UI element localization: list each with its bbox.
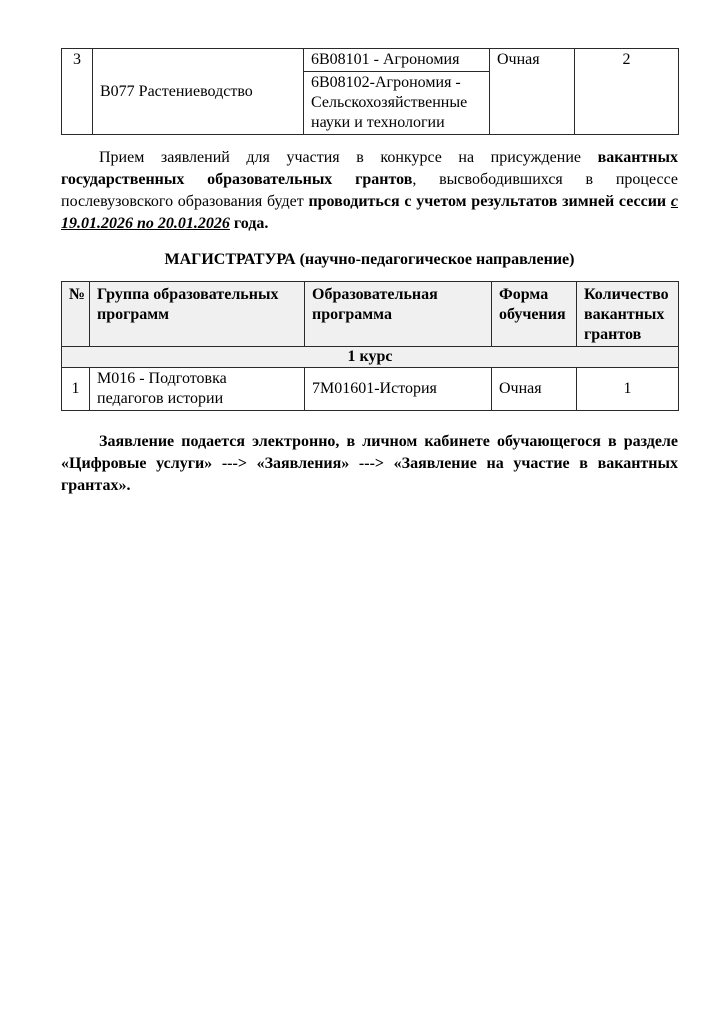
intro-paragraph bbox=[61, 147, 678, 235]
session-dates: с 19.01.2026 по 20.01.2026 bbox=[61, 193, 678, 232]
page-content bbox=[61, 48, 678, 497]
section-heading: МАГИСТРАТУРА (научно-педагогическое направление) bbox=[164, 251, 575, 268]
cell-row-number: 1 bbox=[62, 368, 90, 411]
cell-grant-count: 2 bbox=[575, 49, 679, 135]
intro-text-normal-2: , высвободившихся в процессе послевузовского образования будет bbox=[61, 171, 678, 210]
course-section-row bbox=[62, 347, 679, 368]
closing-paragraph: Заявление подается электронно, в личном кабинете обучающегося в разделе «Цифровые услуги» ---> «Заявления» ---> «Заявление на участие в вакантных грантах». bbox=[61, 433, 678, 494]
cell-study-form: Очная bbox=[492, 368, 577, 411]
cell-ed-program-2: 6В08102-Агрономия - Сельскохозяйственные науки и технологии bbox=[304, 72, 490, 135]
header-number: № bbox=[62, 282, 90, 347]
header-study-form: Форма обучения bbox=[492, 282, 577, 347]
cell-grant-count: 1 bbox=[577, 368, 679, 411]
intro-text-tail: года. bbox=[229, 215, 269, 232]
cell-ed-program: 7М01601-История bbox=[305, 368, 492, 411]
cell-program-group: М016 - Подготовка педагогов истории bbox=[90, 368, 305, 411]
header-ed-program: Образовательная программа bbox=[305, 282, 492, 347]
course-section-label: 1 курс bbox=[62, 347, 679, 368]
cell-study-form: Очная bbox=[490, 49, 575, 135]
intro-text-bold-1: вакантных государственных образовательных грантов bbox=[61, 149, 678, 188]
table-row bbox=[62, 368, 679, 411]
magistracy-table bbox=[61, 281, 679, 411]
intro-text-bold-2: проводиться с учетом результатов зимней сессии bbox=[308, 193, 671, 210]
cell-program-group: В077 Растениеводство bbox=[93, 49, 304, 135]
table-row bbox=[62, 49, 679, 72]
header-program-group: Группа образовательных программ bbox=[90, 282, 305, 347]
cell-ed-program-1: 6В08101 - Агрономия bbox=[304, 49, 490, 72]
header-grant-count: Количество вакантных грантов bbox=[577, 282, 679, 347]
cell-row-number: 3 bbox=[62, 49, 93, 135]
table-header-row bbox=[62, 282, 679, 347]
intro-text-normal-1: Прием заявлений для участия в конкурсе на присуждение bbox=[99, 149, 598, 166]
continuation-table bbox=[61, 48, 679, 135]
